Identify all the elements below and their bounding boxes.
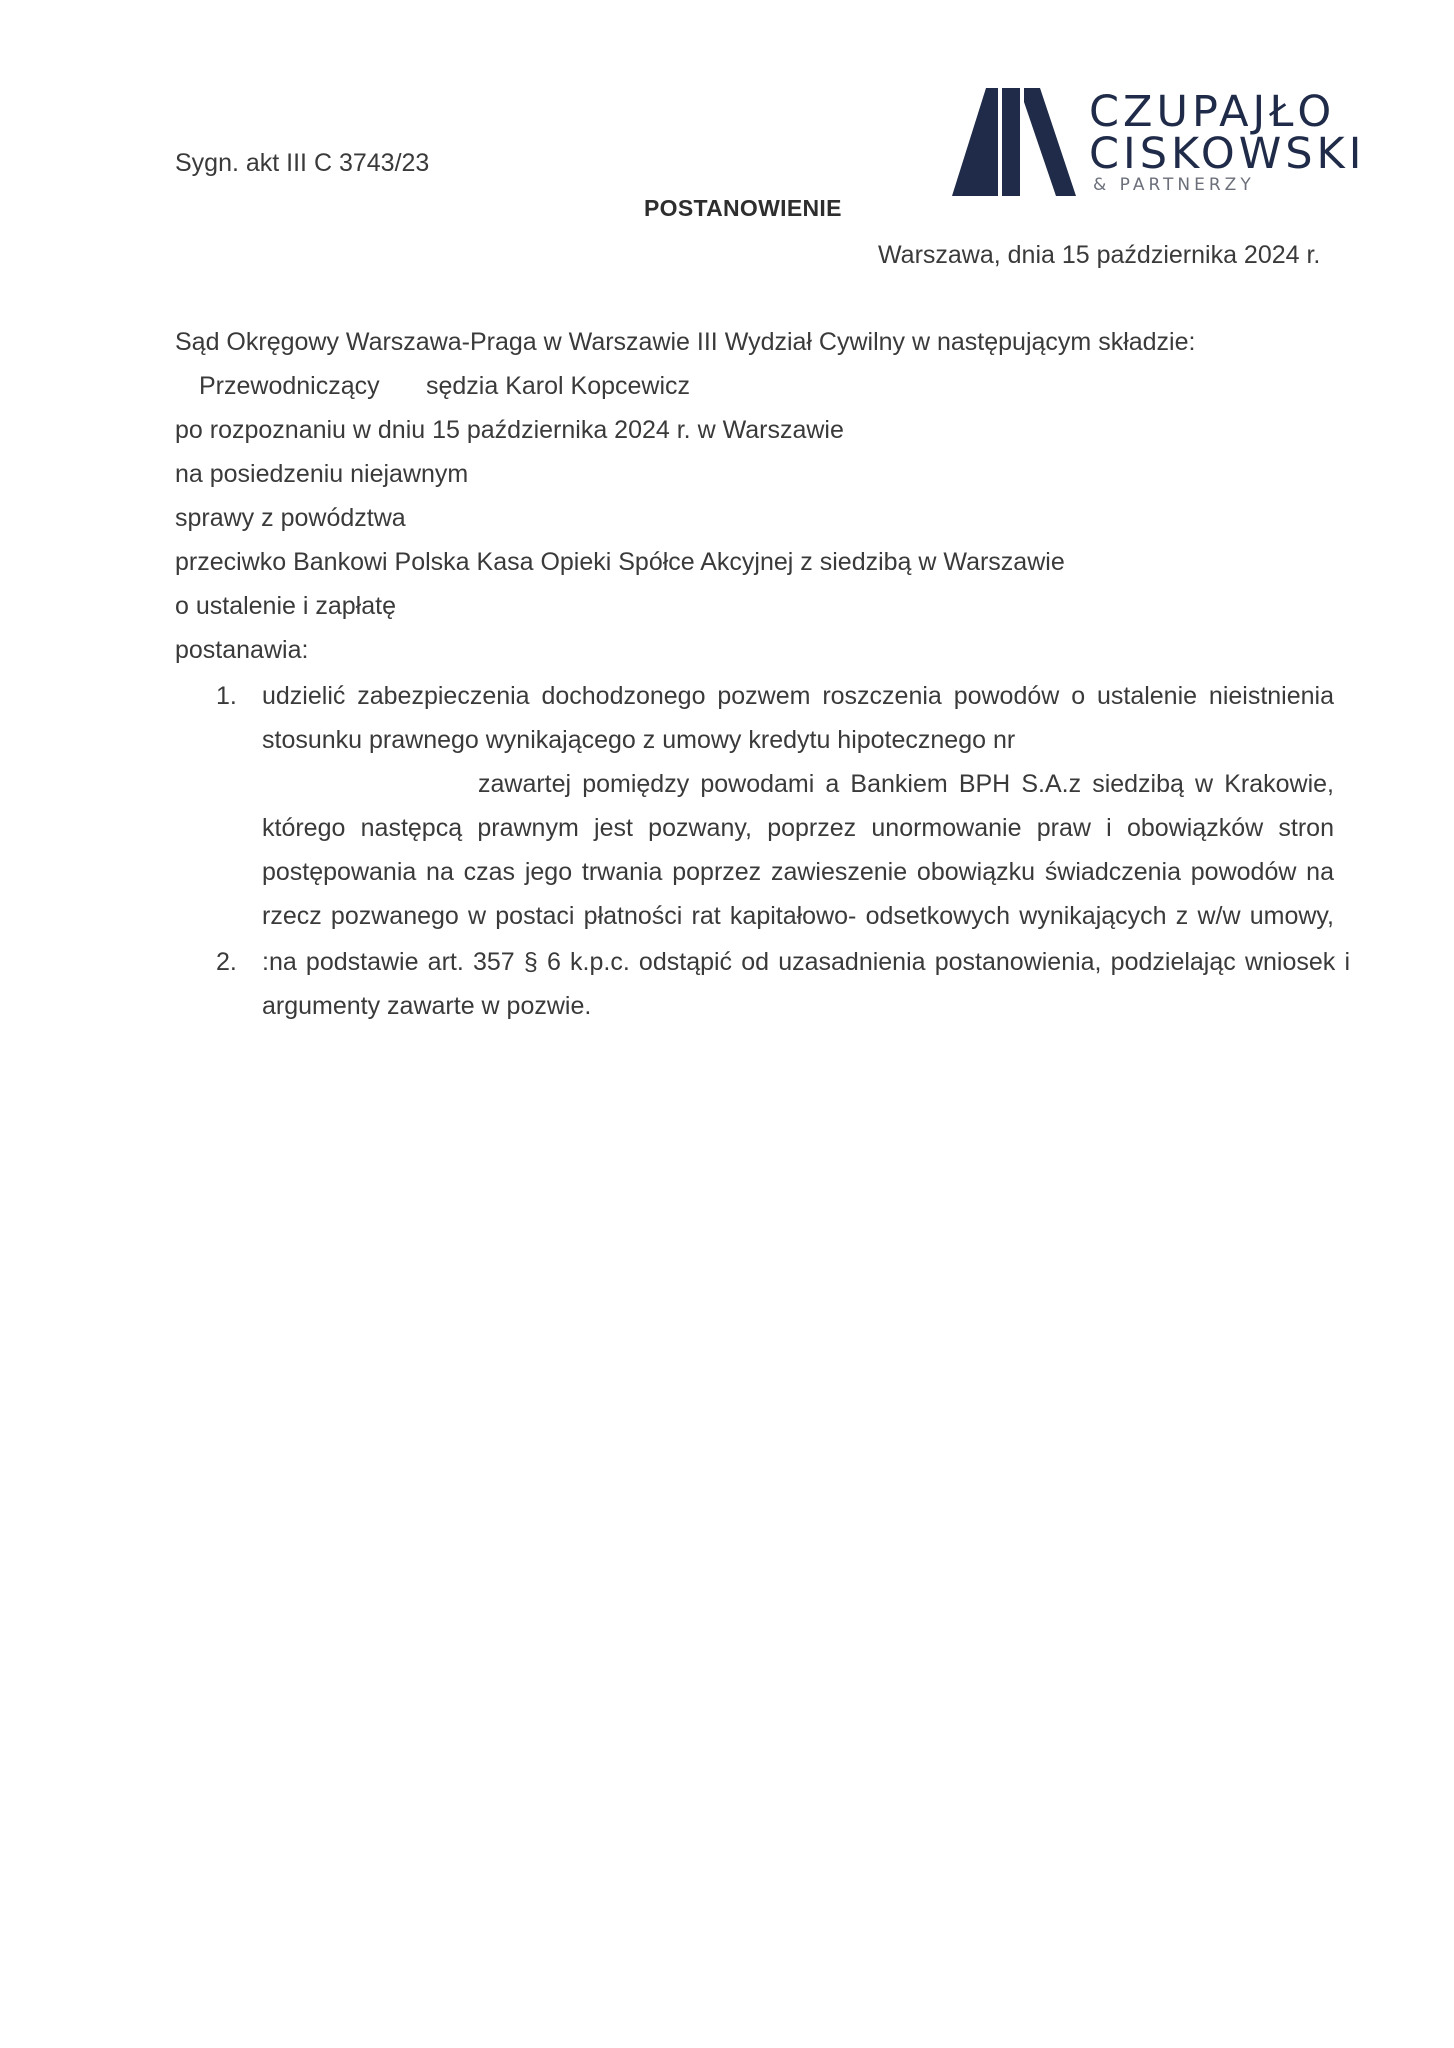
logo-text-line1: CZUPAJŁO [1089,87,1336,137]
document-title: POSTANOWIENIE [644,195,842,221]
subject-line: o ustalenie i zapłatę [175,592,396,620]
item-line: postępowania na czas jego trwania poprzez zawieszenie obowiązku świadczenia powodów na [262,858,1334,886]
item-number: 2. [216,948,237,976]
against-line: przeciwko Bankowi Polska Kasa Opieki Spółce Akcyjnej z siedzibą w Warszawie [175,548,1065,576]
logo-text-line3: & PARTNERZY [1093,175,1255,195]
place-date: Warszawa, dnia 15 października 2024 r. [878,241,1321,269]
item-line: argumenty zawarte w pozwie. [262,992,592,1020]
item-line: stosunku prawnego wynikającego z umowy kredytu hipotecznego nr [262,726,1016,754]
chair-name: sędzia Karol Kopcewicz [426,372,691,400]
case-signature: Sygn. akt III C 3743/23 [175,149,430,177]
decides-line: postanawia: [175,636,309,664]
logo-text-line2: CISKOWSKI [1089,129,1366,179]
logo-mark-icon [952,88,1082,200]
case-from-line: sprawy z powództwa [175,504,406,532]
session-line: na posiedzeniu niejawnym [175,460,469,488]
item-line: zawartej pomiędzy powodami a Bankiem BPH S.A.z siedzibą w Krakowie, [478,770,1334,798]
item-line: rzecz pozwanego w postaci płatności rat kapitałowo- odsetkowych wynikających z w/w umowy, [262,902,1334,930]
law-firm-logo [952,87,1366,200]
item-line: którego następcą prawnym jest pozwany, poprzez unormowanie praw i obowiązków stron [262,814,1334,842]
review-line: po rozpoznaniu w dniu 15 października 2024 r. w Warszawie [175,416,844,444]
item-number: 1. [216,682,237,710]
court-line: Sąd Okręgowy Warszawa-Praga w Warszawie III Wydział Cywilny w następującym składzie: [175,328,1196,356]
item-line: :na podstawie art. 357 § 6 k.p.c. odstąpić od uzasadnienia postanowienia, podzielając wniosek i [262,948,1350,976]
chair-label: Przewodniczący [199,372,380,400]
item-line: udzielić zabezpieczenia dochodzonego pozwem roszczenia powodów o ustalenie nieistnienia [262,682,1334,710]
